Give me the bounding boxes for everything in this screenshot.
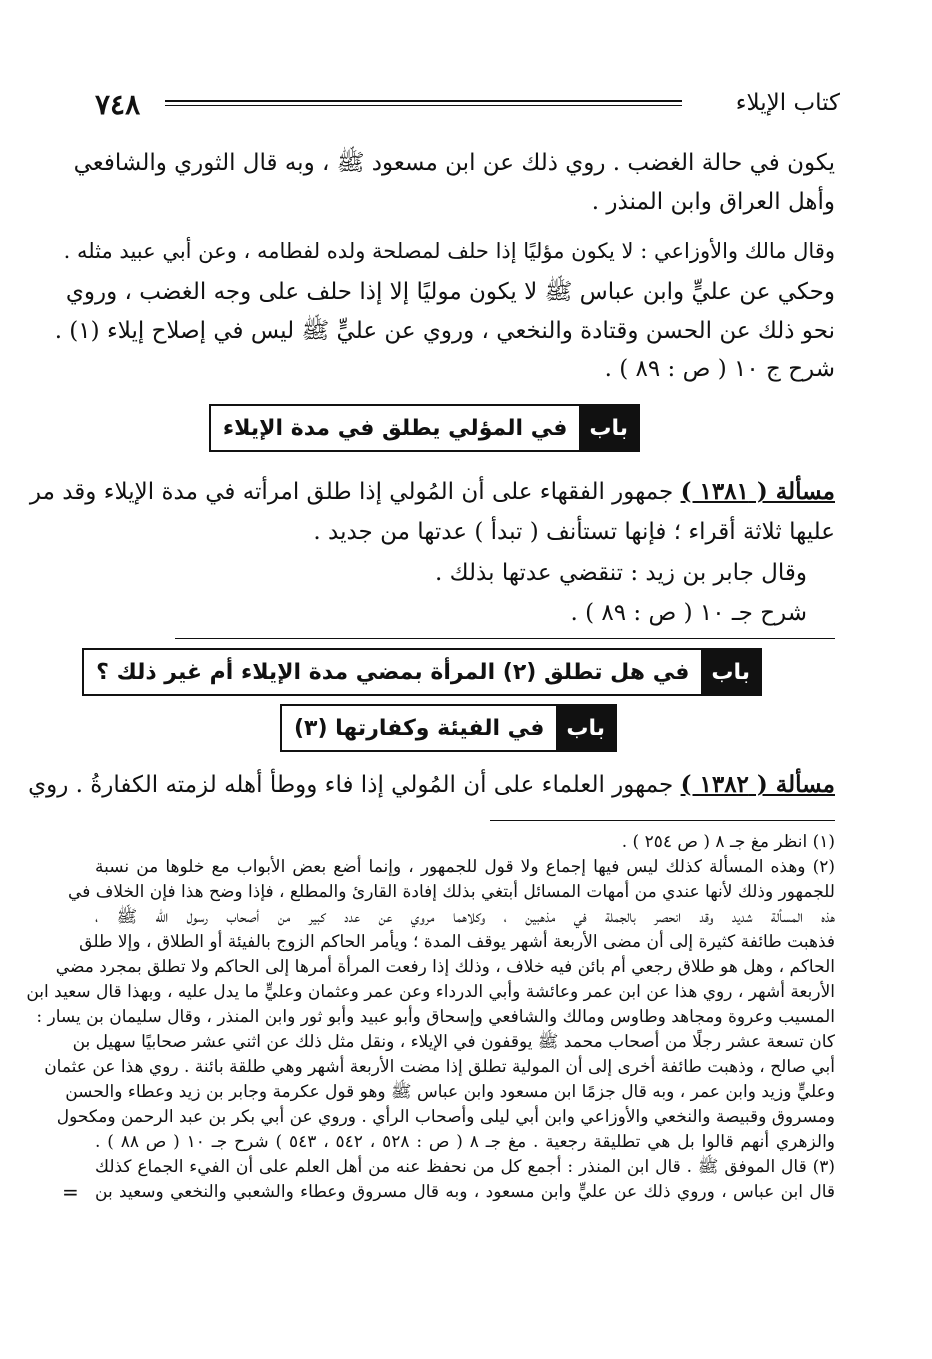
bab-tag: باب [701, 650, 760, 694]
masala-text: جمهور الفقهاء على أن المُولي إذا طلق امرأته في مدة الإيلاء وقد مر [29, 479, 674, 505]
bab-title: في المؤلي يطلق في مدة الإيلاء [222, 415, 568, 441]
body-line: وأهل العراق وابن المنذر . [591, 189, 835, 215]
footnote-line: وعليٍّ وزيد وابن عمر ، وبه قال جزمًا ابن مسعود وابن عباس ﷺ وهو قول عكرمة وجابر بن زيد وعطاء والحسن [65, 1082, 835, 1102]
masala-number: مسألة ( ١٣٨٢ ) [680, 771, 835, 798]
header-rule [165, 100, 682, 106]
bab-title: في الفيئة وكفارتها (٣) [293, 715, 545, 741]
body-line: نحو ذلك عن الحسن وقتادة والنخعي ، وروي عن عليٍّ ﷺ ليس في إصلاح إيلاء (١) . [54, 318, 835, 344]
footnote-line: المسيب وعروة ومجاهد وطاوس ومالك والشافعي وإسحاق وأبو عبيد وأبو ثور وابن المنذر ، وقال سليمان بن يسار : [36, 1007, 835, 1027]
bab-heading-1 [209, 404, 640, 452]
masala-line: شرح جـ ١٠ ( ص : ٨٩ ) . [570, 600, 807, 626]
footnote-line: (٢) وهذه المسألة كذلك ليس فيها إجماع ولا قول للجمهور ، وإنما أضع بعض الأبواب مع خلوها من نسبة [95, 857, 835, 877]
page-number: ٧٤٨ [95, 88, 141, 121]
body-line: وقال مالك والأوزاعي : لا يكون مؤليًا إذا حلف لمصلحة ولده لفطامه ، وعن أبي عبيد مثله . [63, 239, 835, 263]
footnote-line: (٣) قال الموفق ﷺ . قال ابن المنذر : أجمع كل من نحفظ عنه من أهل العلم على أن الفيء الجماع كذلك [95, 1157, 835, 1177]
footnote-line: فذهبت طائفة كثيرة إلى أن مضى الأربعة أشهر يوقف المدة ؛ ويأمر الحاكم الزوج بالفيئة أو الطلاق ، وإلا طلق [79, 932, 835, 952]
bab-tag: باب [556, 706, 615, 750]
bab-heading-2 [82, 648, 762, 696]
section-rule [175, 638, 835, 639]
footnote-line: كان تسعة عشر رجلًا من أصحاب محمد ﷺ يوقفون في الإيلاء ، ونقل مثل ذلك عن اثني عشر صحابيًا سهيل بن [72, 1032, 835, 1052]
footnote-line: قال ابن عباس ، وروي ذلك عن عليٍّ وابن مسعود ، وبه قال مسروق وعطاء والشعبي والنخعي وسعيد بن [95, 1182, 835, 1202]
footnote-line: أبي صالح ، وذهبت طائفة أخرى إلى أن المولية تطلق إذا مضت الأربعة أشهر وهي طلقة بائنة . روي هذا عن عثمان [44, 1057, 835, 1077]
page-header [95, 88, 840, 122]
body-line: وحكي عن عليٍّ وابن عباس ﷺ لا يكون موليًا إلا إذا حلف على وجه الغضب ، وروي [65, 279, 835, 305]
bab-heading-3 [280, 704, 617, 752]
footnote-line: هذه المسألة شديد وقد انحصر بالجملة في مذهبين ، وكلاهما مروي عن عدد كبير من أصحاب رسول الله ﷺ ، [95, 907, 835, 927]
footnote-line: (١) انظر مغ جـ ٨ ( ص ٢٥٤ ) . [621, 832, 835, 852]
footnote-line: ومسروق وقبيصة والنخعي والأوزاعي وابن أبي ليلى وأصحاب الرأي . وروي عن أبي بكر بن عبد الرحمن ومكحول [56, 1107, 835, 1127]
continuation-mark: = [62, 1180, 79, 1204]
masala-number: مسألة ( ١٣٨١ ) [680, 478, 835, 505]
masala-line: وقال جابر بن زيد : تنقضي عدتها بذلك . [435, 560, 807, 586]
bab-title: في هل تطلق (٢) المرأة بمضي مدة الإيلاء أم غير ذلك ؟ [96, 659, 690, 685]
footnote-line: الحاكم ، وهل هو طلاق رجعي أم بائن فيه خلاف ، وذلك إذا رفعت المرأة أمرها إلى الحاكم ولا تطلق بمجرد مضي [55, 957, 835, 977]
body-line: يكون في حالة الغضب . روي ذلك عن ابن مسعود ﷺ ، وبه قال الثوري والشافعي [73, 150, 835, 176]
masala-line: عليها ثلاثة أقراء ؛ فإنها تستأنف ( تبدأ ) عدتها من جديد . [313, 519, 835, 545]
masala-line [28, 770, 835, 800]
footnote-line: والزهري أنهم قالوا بل هي تطليقة رجعية . مغ جـ ٨ ( ص : ٥٢٨ ، ٥٤٢ ، ٥٤٣ ) شرح جـ ١٠ ( ص ٨٨ ) . [95, 1132, 836, 1152]
footnote-line: الأربعة أشهر ، روي هذا عن ابن عمر وعائشة وأبي الدرداء وعن عمر وعثمان وعليٍّ ما يدل عليه ، وبهذا قال سعيد ابن [26, 982, 835, 1002]
footnote-rule [490, 820, 835, 821]
masala-text: جمهور العلماء على أن المُولي إذا فاء ووطأ أهله لزمته الكفارةُ . روي [28, 772, 674, 798]
bab-tag: باب [579, 406, 638, 450]
running-title: كتاب الإيلاء [735, 90, 840, 116]
masala-line [29, 477, 835, 507]
body-line: شرح ج ١٠ ( ص : ٨٩ ) . [604, 356, 835, 382]
footnote-line: للجمهور وذلك لأنها عندي من أمهات المسائل أبتغي بذلك إفادة القارئ والمطلع ، فإذا وضح هذا فإن الخلاف في [68, 882, 835, 902]
